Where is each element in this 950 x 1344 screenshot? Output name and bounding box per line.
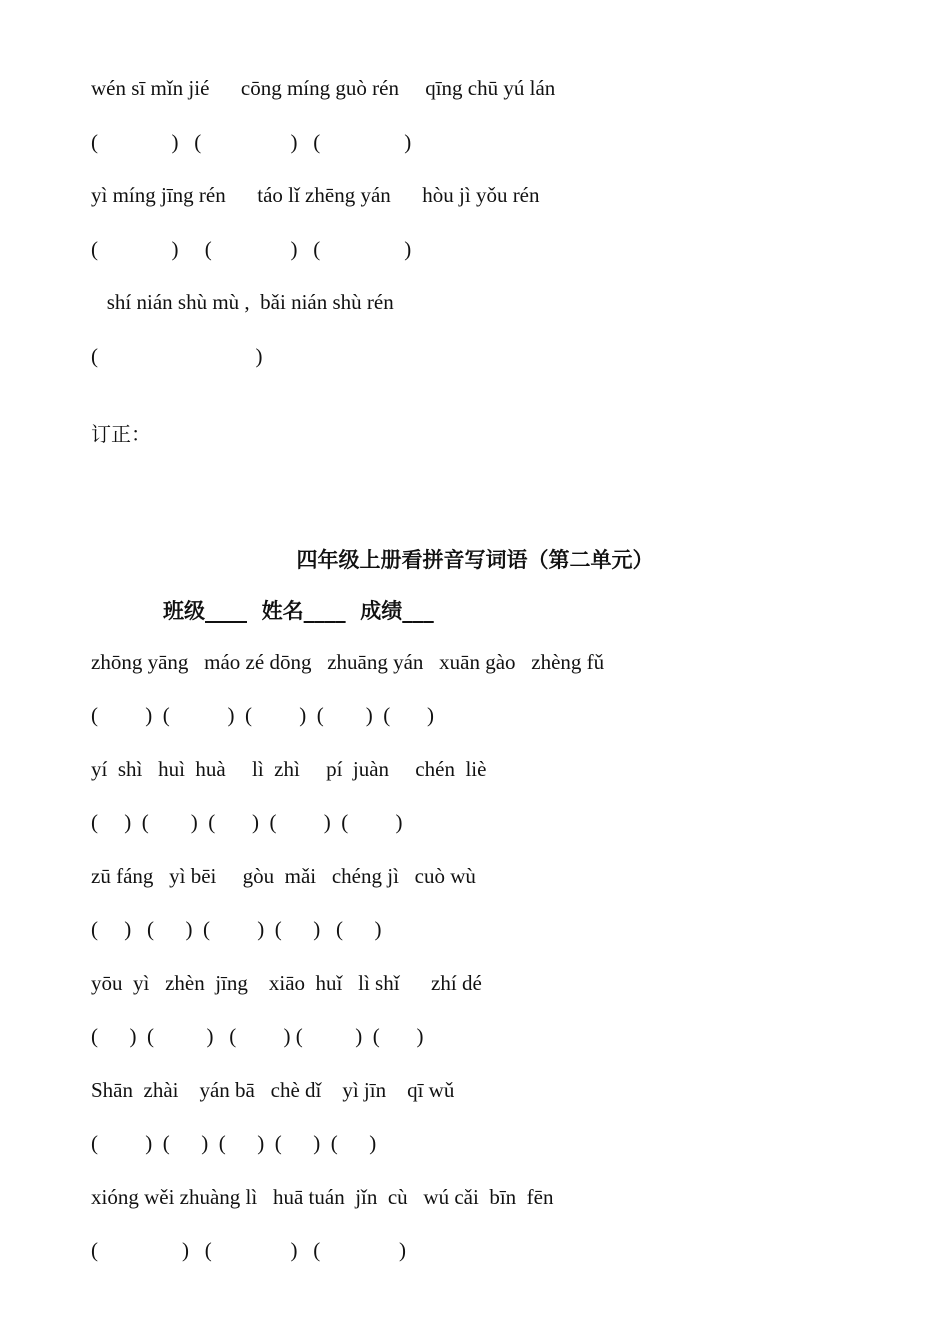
answer-blanks-row: ( ) ( ) ( ) ( ) ( ) xyxy=(91,917,382,941)
answer-blanks-row: ( ) ( ) ( ) xyxy=(91,1238,406,1262)
worksheet-title: 四年级上册看拼音写词语（第二单元） xyxy=(296,548,654,572)
pinyin-row: xióng wěi zhuàng lì huā tuán jǐn cù wú cǎi bīn fēn xyxy=(91,1185,554,1209)
pinyin-row: yí shì huì huà lì zhì pí juàn chén liè xyxy=(91,757,487,781)
pinyin-row: yì míng jīng rén táo lǐ zhēng yán hòu jì yǒu rén xyxy=(91,183,540,207)
pinyin-row: zū fáng yì bēi gòu mǎi chéng jì cuò wù xyxy=(91,864,476,888)
pinyin-row: zhōng yāng máo zé dōng zhuāng yán xuān gào zhèng fǔ xyxy=(91,650,605,674)
pinyin-row: Shān zhài yán bā chè dǐ yì jīn qī wǔ xyxy=(91,1078,455,1102)
answer-blanks-row: ( ) ( ) ( ) xyxy=(91,237,412,261)
pinyin-row: wén sī mǐn jié cōng míng guò rén qīng chū yú lán xyxy=(91,76,556,100)
pinyin-row: shí nián shù mù , bǎi nián shù rén xyxy=(91,290,394,314)
answer-blanks-row: ( ) ( ) ( ) ( ) ( ) xyxy=(91,703,434,727)
answer-blanks-row: ( ) ( ) ( ) ( ) ( ) xyxy=(91,1131,377,1155)
pinyin-row: yōu yì zhèn jīng xiāo huǐ lì shǐ zhí dé xyxy=(91,971,482,995)
answer-blanks-row: ( ) ( ) ( ) ( ) ( ) xyxy=(91,1024,424,1048)
student-info-line: 班级____ 姓名____ 成绩___ xyxy=(163,599,434,623)
answer-blanks-row: ( ) ( ) ( ) ( ) ( ) xyxy=(91,810,403,834)
answer-blanks-row: ( ) ( ) ( ) xyxy=(91,130,412,154)
correction-label: 订正： xyxy=(91,422,151,446)
answer-blanks-row: ( ) xyxy=(91,344,263,368)
